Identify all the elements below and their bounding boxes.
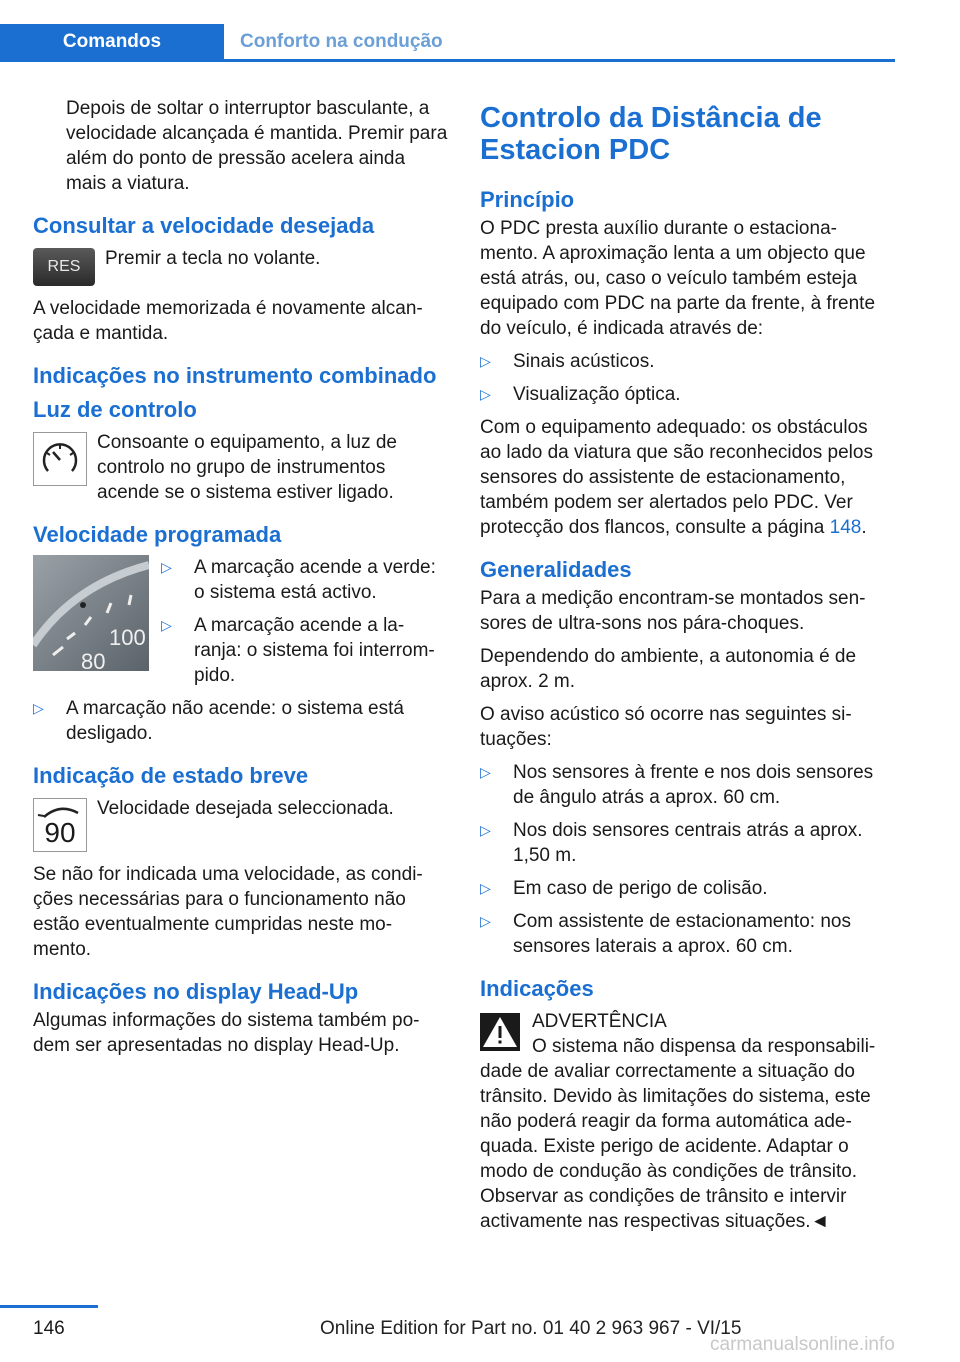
warning-first-line: O sistema não dispensa da responsabili‐ (532, 1036, 876, 1057)
tab-conforto[interactable]: Conforto na condução (240, 31, 443, 52)
gauge-label-80: 80 (81, 649, 106, 671)
watermark: carmanualsonline.info (710, 1334, 895, 1355)
estado-paragraph: Se não for indicada uma velocidade, as condi‐ções necessárias para o funcionamento não estão eventualmente cumpridas neste mo‐mento. (33, 864, 423, 960)
heading-estado-breve: Indicação de estado breve (33, 763, 309, 788)
triangle-bullet-icon: ▷ (480, 386, 491, 402)
speed-90-icon (33, 798, 87, 852)
warning-triangle-icon (480, 1013, 520, 1058)
list-item: ▷ Com assistente de estacionamento: nos sensores laterais a aprox. 60 cm. (480, 911, 851, 957)
list-item: ▷ Visualização óptica. (480, 384, 681, 405)
heading-head-up: Indicações no display Head-Up (33, 979, 359, 1004)
triangle-bullet-icon: ▷ (161, 559, 172, 575)
equip-paragraph: Com o equipamento adequado: os obstáculos ao lado da viatura que são reconhecidos pelos sensores do assistente de estacionamento, também podem ser alertados pelo PDC. Ver protecção dos flancos, consulte a página 148. (480, 417, 873, 538)
general-paragraph-3: O aviso acústico só ocorre nas seguintes si‐tuações: (480, 704, 852, 750)
list-item: ▷ Nos dois sensores centrais atrás a aprox. 1,50 m. (480, 820, 863, 866)
speed-90-label: 90 (44, 817, 76, 848)
headup-paragraph: Algumas informações do sistema também po‐dem ser apresentadas no display Head-Up. (33, 1010, 420, 1056)
speedometer-gauge-image (33, 555, 149, 671)
heading-indicacoes: Indicações (480, 976, 594, 1001)
general-paragraph-2: Dependendo do ambiente, a autonomia é de aprox. 2 m. (480, 646, 857, 692)
triangle-bullet-icon: ▷ (480, 913, 491, 929)
left-column (33, 96, 448, 1066)
list-item: ▷ A marcação acende a la‐ranja: o sistema foi interrom‐pido. (161, 615, 435, 686)
list-item: ▷ A marcação acende a verde: o sistema está activo. (161, 557, 436, 603)
general-paragraph-1: Para a medição encontram-se montados sen‐sores de ultra-sons nos pára-choques. (480, 588, 866, 634)
page-number: 146 (33, 1318, 65, 1339)
heading-generalidades: Generalidades (480, 557, 632, 582)
estado-text: Velocidade desejada seleccionada. (97, 798, 394, 819)
warning-title: ADVERTÊNCIA (532, 1011, 667, 1032)
edition-footer: Online Edition for Part no. 01 40 2 963 967 - VI/15 (320, 1318, 742, 1339)
list-item: ▷ Nos sensores à frente e nos dois sensores de ângulo atrás a aprox. 60 cm. (480, 762, 874, 808)
warning-paragraph: dade de avaliar correctamente a situação do trânsito. Devido às limitações do sistema, este não poderá reagir da forma automática ade‐quada. Existe perigo de acidente. Adaptar o modo de condução às condições de trânsito. Observar as condições de trânsito e intervir activamente nas respectivas situações.◄ (480, 1061, 871, 1232)
heading-instrumento: Indicações no instrumento combinado (33, 363, 437, 388)
heading-principio: Princípio (480, 187, 575, 212)
heading-consultar: Consultar a velocidade desejada (33, 213, 375, 238)
list-item: ▷ Em caso de perigo de colisão. (480, 878, 768, 899)
heading-velocidade-programada: Velocidade programada (33, 522, 282, 547)
list-item: ▷ A marcação não acende: o sistema está desligado. (33, 698, 404, 744)
tab-comandos[interactable]: Comandos (0, 24, 224, 59)
triangle-bullet-icon: ▷ (480, 353, 491, 369)
consult-paragraph: A velocidade memorizada é novamente alcan‐çada e mantida. (33, 298, 423, 344)
triangle-bullet-icon: ▷ (480, 764, 491, 780)
speedometer-indicator-icon (33, 432, 87, 486)
warning-row (480, 1009, 892, 1059)
gauge-row (33, 555, 448, 696)
vel-list (161, 555, 448, 696)
principio-paragraph: O PDC presta auxílio durante o estaciona‐mento. A aproximação lenta a um objecto que está atrás, ou, caso o veículo também esteja equipado com PDC na parte da frente, à frente do veículo, é indicada através de: (480, 218, 876, 339)
triangle-bullet-icon: ▷ (33, 700, 44, 716)
luz-text: Consoante o equipamento, a luz de controlo no grupo de instrumentos acende se o sistema estiver ligado. (97, 432, 397, 503)
heading-luz: Luz de controlo (33, 397, 197, 422)
gauge-label-100: 100 (109, 625, 146, 650)
triangle-bullet-icon: ▷ (161, 617, 172, 633)
header-tabbar (0, 24, 895, 62)
list-item: ▷ Sinais acústicos. (480, 351, 655, 372)
warning-head (532, 1009, 875, 1059)
triangle-bullet-icon: ▷ (480, 880, 491, 896)
luz-row (33, 430, 448, 505)
page-number-bar (0, 1305, 98, 1308)
estado-row (33, 796, 448, 852)
res-button-icon: RES (33, 248, 95, 286)
res-row (33, 246, 448, 286)
res-text: Premir a tecla no volante. (105, 248, 321, 269)
page-link-148[interactable]: 148 (829, 517, 862, 538)
page-title: Controlo da Distância de Estacion PDC (480, 102, 822, 166)
triangle-bullet-icon: ▷ (480, 822, 491, 838)
right-column (480, 96, 892, 1242)
intro-paragraph: Depois de soltar o interruptor basculante, a velocidade alcançada é mantida. Premir para além do ponto de pressão acelera ainda mais a viatura. (66, 98, 448, 194)
